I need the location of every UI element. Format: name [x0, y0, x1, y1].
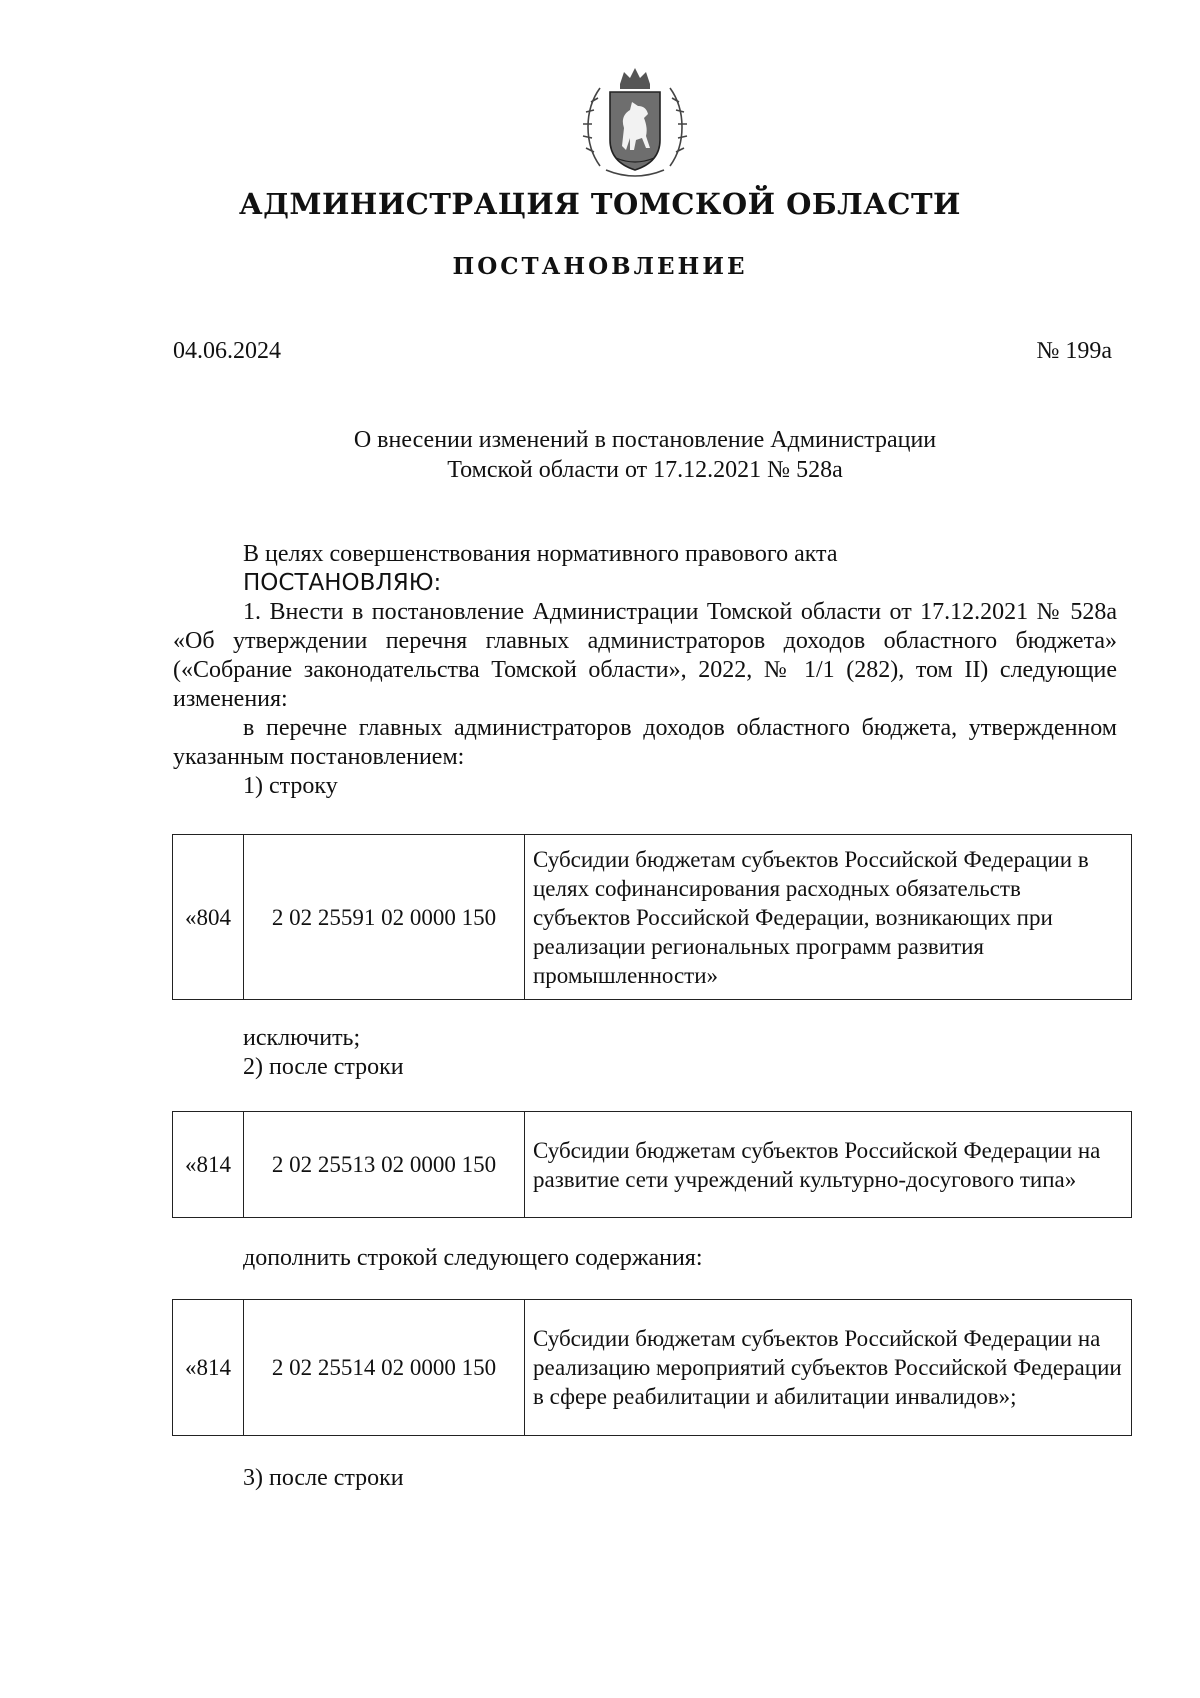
revenue-table-2: [172, 1111, 1132, 1218]
step-2-label: 2) после строки: [243, 1054, 404, 1080]
kbk-cell: 2 02 25513 02 0000 150: [244, 1112, 525, 1218]
between-tables-1: [173, 1024, 1117, 1082]
between-tables-2: [173, 1244, 1117, 1273]
revenue-name-cell: Субсидии бюджетам субъектов Российской Федерации на развитие сети учреждений культурно-досугового типа»: [525, 1112, 1132, 1218]
kbk-cell: 2 02 25591 02 0000 150: [244, 835, 525, 1000]
subject-line: О внесении изменений в постановление Администрации: [353, 427, 937, 453]
after-tables: [173, 1464, 1117, 1493]
revenue-name-cell: Субсидии бюджетам субъектов Российской Федерации в целях софинансирования расходных обязательств субъектов Российской Федерации, возникающих при реализации региональных программ развития промышленности»: [525, 835, 1132, 1000]
admin-code-cell: «804: [173, 835, 244, 1000]
item-1-sub-paragraph: в перечне главных администраторов доходов областного бюджета, утвержденном указанным постановлением:: [173, 715, 1117, 770]
document-type: ПОСТАНОВЛЕНИЕ: [452, 253, 748, 280]
body-intro: [173, 540, 1117, 801]
revenue-table-1: [172, 834, 1132, 1000]
admin-code-cell: «814: [173, 1300, 244, 1436]
subject-line: Томской области от 17.12.2021 № 528а: [447, 457, 843, 483]
purpose-paragraph: В целях совершенствования нормативного правового акта: [243, 541, 838, 567]
exclude-label: исключить;: [243, 1025, 361, 1051]
table-row: [173, 1112, 1132, 1218]
document-number: № 199а: [1036, 338, 1112, 364]
table-row: [173, 835, 1132, 1000]
add-line-label: дополнить строкой следующего содержания:: [243, 1245, 703, 1271]
coat-of-arms-icon: [580, 66, 690, 184]
revenue-name-cell: Субсидии бюджетам субъектов Российской Федерации на реализацию мероприятий субъектов Российской Федерации в сфере реабилитации и абилитации инвалидов»;: [525, 1300, 1132, 1436]
organization-title: АДМИНИСТРАЦИЯ ТОМСКОЙ ОБЛАСТИ: [239, 187, 961, 221]
step-3-label: 3) после строки: [243, 1465, 404, 1491]
step-1-label: 1) строку: [243, 773, 338, 799]
resolve-heading: ПОСТАНОВЛЯЮ:: [243, 570, 442, 596]
table-row: [173, 1300, 1132, 1436]
revenue-table-3: [172, 1299, 1132, 1436]
kbk-cell: 2 02 25514 02 0000 150: [244, 1300, 525, 1436]
item-1-paragraph: 1. Внести в постановление Администрации Томской области от 17.12.2021 № 528а «Об утверждении перечня главных администраторов доходов областного бюджета» («Собрание законодательства Томской области», 2022, № 1/1 (282), том II) следующие изменения:: [173, 599, 1117, 712]
document-subject: [0, 425, 1200, 485]
admin-code-cell: «814: [173, 1112, 244, 1218]
document-date: 04.06.2024: [173, 338, 281, 364]
